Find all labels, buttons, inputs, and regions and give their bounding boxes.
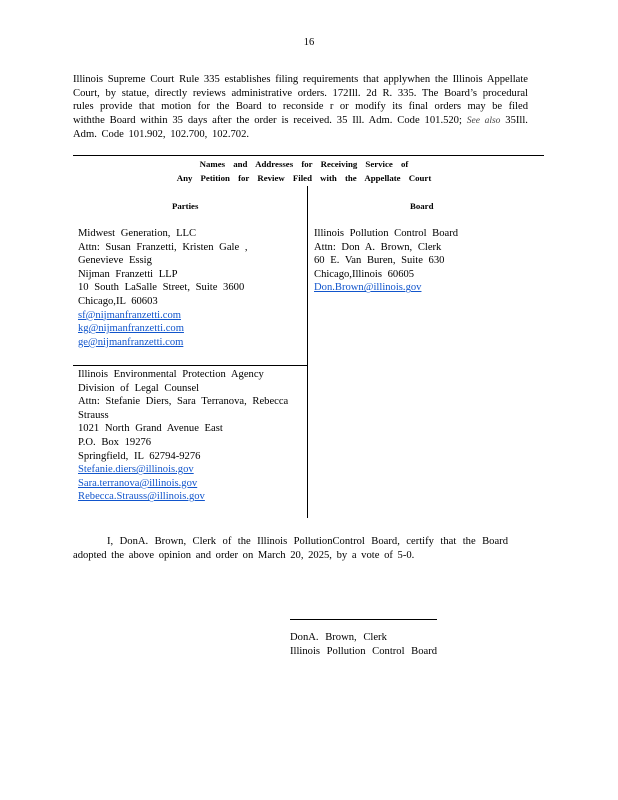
- intro-tail: 35Ill. Adm. Code 101.902, 102.700, 102.702.: [73, 114, 528, 141]
- page-number: 16: [303, 37, 315, 48]
- board-pollution-control: [314, 227, 534, 295]
- email-link[interactable]: Don.Brown@illinois.gov: [314, 282, 422, 294]
- signature-block: [290, 631, 437, 658]
- see-also-signal: See also: [466, 115, 501, 126]
- address-line: Illinois Pollution Control Board: [314, 228, 459, 239]
- address-line: Strauss: [78, 409, 109, 421]
- email-link[interactable]: sf@nijmanfranzetti.com: [78, 309, 182, 321]
- address-line: Illinois Environmental Protection Agency: [78, 369, 264, 380]
- address-line: 10 South LaSalle Street, Suite 3600: [78, 282, 245, 294]
- address-line: Attn: Susan Franzetti, Kristen Gale ,: [78, 241, 248, 253]
- address-line: Genevieve Essig: [78, 255, 152, 267]
- email-link[interactable]: Sara.terranova@illinois.gov: [78, 477, 198, 489]
- signatory-name: DonA. Brown, Clerk: [290, 632, 387, 643]
- table-row-divider: [73, 365, 308, 366]
- email-link[interactable]: kg@nijmanfranzetti.com: [78, 323, 184, 335]
- address-line: Attn: Don A. Brown, Clerk: [314, 241, 442, 253]
- signatory-organization: Illinois Pollution Control Board: [290, 645, 438, 657]
- signature-line: [290, 619, 437, 620]
- party-illinois-epa: [78, 368, 300, 504]
- address-line: Attn: Stefanie Diers, Sara Terranova, Rebecca: [78, 396, 289, 408]
- table-column-divider: [307, 186, 308, 518]
- address-line: Nijman Franzetti LLP: [78, 268, 178, 280]
- intro-text: Illinois Supreme Court Rule 335 establishes filing requirements that applywhen the Illinois Appellate Court, by statue, directly reviews administrative orders. 172Ill. 2d R. 335. The Board’s procedural rules provide that motion for the Board to reconside r or modify its final orders may be filed withthe Board within 35 days after the order is received. 35 Ill. Adm. Code 101.520;: [73, 74, 528, 126]
- intro-paragraph: [73, 73, 528, 142]
- table-title-line-1: Names and Addresses for Receiving Service of: [199, 159, 409, 169]
- address-line: 1021 North Grand Avenue East: [78, 423, 223, 435]
- table-title: [158, 158, 450, 186]
- address-line: Midwest Generation, LLC: [78, 228, 197, 239]
- address-line: Chicago,Illinois 60605: [314, 268, 415, 280]
- table-title-line-2: Any Petition for Review Filed with the Appellate Court: [176, 172, 432, 183]
- email-link[interactable]: ge@nijmanfranzetti.com: [78, 336, 184, 348]
- table-top-rule: [73, 155, 544, 156]
- address-line: Division of Legal Counsel: [78, 382, 200, 394]
- address-line: Springfield, IL 62794-9276: [78, 450, 201, 462]
- address-line: P.O. Box 19276: [78, 436, 152, 448]
- email-link[interactable]: Rebecca.Strauss@illinois.gov: [78, 491, 205, 503]
- address-line: 60 E. Van Buren, Suite 630: [314, 255, 445, 267]
- board-column-header: Board: [410, 201, 434, 211]
- certification-text: I, DonA. Brown, Clerk of the Illinois PollutionControl Board, certify that the Board adopted the above opinion and order on March 20, 2025, by a vote of 5-0.: [73, 536, 508, 561]
- clerk-certification: [73, 535, 508, 562]
- address-line: Chicago,IL 60603: [78, 295, 158, 307]
- parties-column-header: Parties: [172, 201, 199, 211]
- party-midwest-generation: [78, 227, 300, 349]
- email-link[interactable]: Stefanie.diers@illinois.gov: [78, 464, 194, 476]
